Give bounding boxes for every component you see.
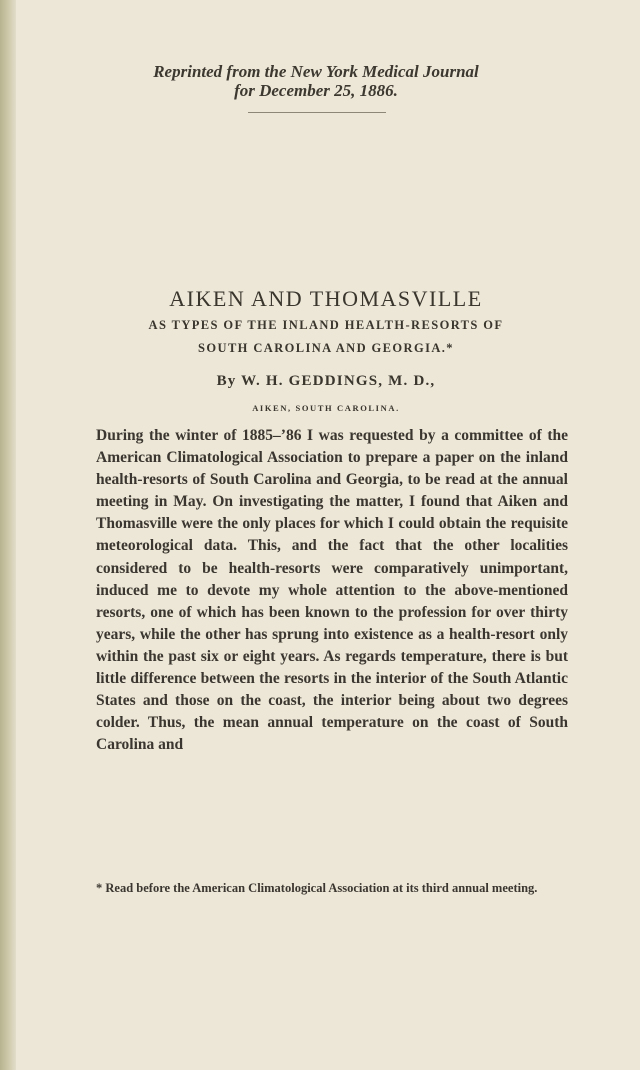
reprint-notice: Reprinted from the New York Medical Journal — [153, 62, 479, 81]
reprint-date: for December 25, 1886. — [234, 81, 398, 100]
article-subtitle-line-1: AS TYPES OF THE INLAND HEALTH-RESORTS OF — [148, 318, 504, 332]
footnote: * Read before the American Climatological Association at its third annual meeting. — [96, 881, 538, 895]
author-affiliation: AIKEN, SOUTH CAROLINA. — [252, 403, 400, 413]
article-title: AIKEN AND THOMASVILLE — [169, 286, 483, 311]
author-byline: By W. H. GEDDINGS, M. D., — [216, 373, 436, 389]
document-page — [16, 0, 640, 1070]
article-body-paragraph: During the winter of 1885–’86 I was requested by a committee of the American Climatological Association to prepare a paper on the inland health-resorts of South Carolina and Georgia, to be read at the annual meeting in May. On investigating the matter, I found that Aiken and Thomasville were the only places for which I could obtain the requisite meteorological data. This, and the fact that the other localities considered to be health-resorts were comparatively unimportant, induced me to devote my whole attention to the above-mentioned resorts, one of which has been known to the profession for over thirty years, while the other has sprung into existence as a health-resort only within the past six or eight years. As regards temperature, there is but little difference between the resorts in the interior of the South Atlantic States and those on the coast, the interior being about two degrees colder. Thus, the mean annual temperature on the coast of South Carolina and — [96, 427, 568, 754]
article-subtitle-line-2: SOUTH CAROLINA AND GEORGIA.* — [198, 341, 454, 355]
binding-edge — [0, 0, 16, 1070]
header-rule — [248, 112, 386, 113]
